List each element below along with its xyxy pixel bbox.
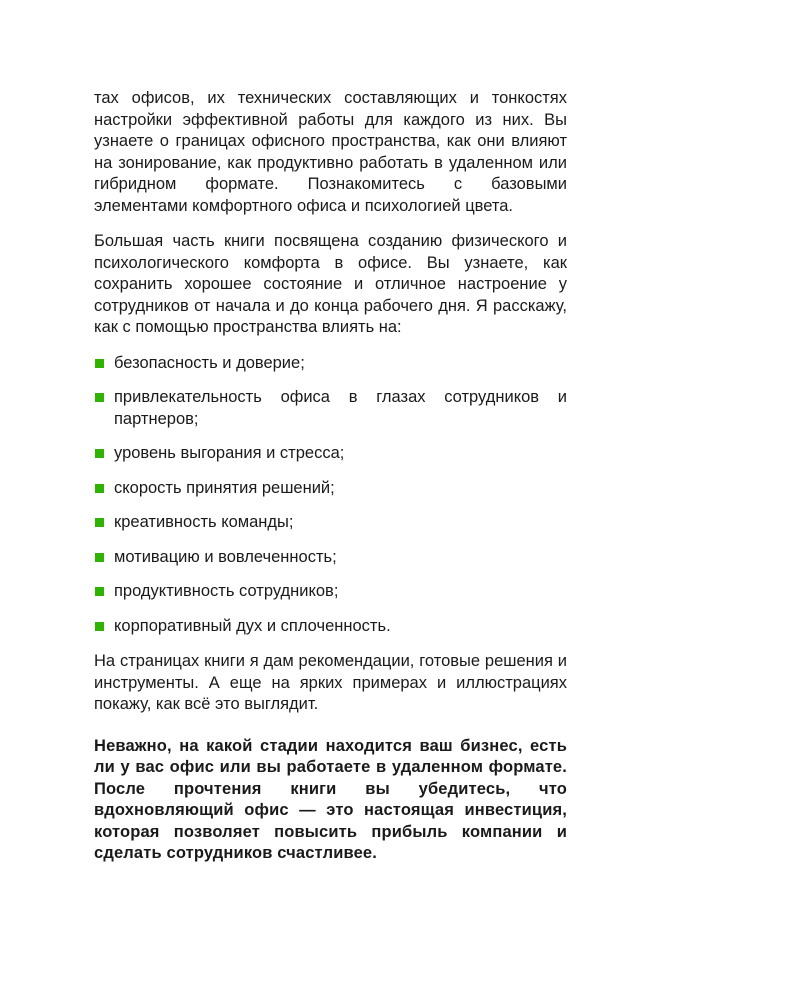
list-item-text: уровень выгорания и стресса; <box>114 444 345 462</box>
square-bullet-icon <box>95 449 104 458</box>
intro-paragraph: тах офисов, их технических составляющих и тонкостях настройки эффективной работы для каждого из них. Вы узнаете о границах офисного пространства, как они влияют на зонирование, как продуктивно работать в удаленном или гибридном формате. Познакомитесь с базовыми элементами комфортного офиса и психологией цвета. <box>94 89 567 215</box>
main-paragraph: Большая часть книги посвящена созданию физического и психологического комфорта в офисе. Вы узнаете, как сохранить хорошее состояние и отличное настроение у сотрудников от начала и до конца рабочего дня. Я расскажу, как с помощью пространства влиять на: <box>94 232 567 336</box>
square-bullet-icon <box>95 484 104 493</box>
list-item <box>94 353 567 375</box>
list-item <box>94 547 567 569</box>
list-item <box>94 616 567 638</box>
closing-paragraph: Неважно, на какой стадии находится ваш бизнес, есть ли у вас офис или вы работаете в удаленном формате. После прочтения книги вы убедитесь, что вдохновляющий офис — это настоящая инвестиция, которая позволяет повысить прибыль компании и сделать сотрудников счастливее. <box>94 736 567 862</box>
list-item <box>94 512 567 534</box>
square-bullet-icon <box>95 587 104 596</box>
list-item-text: привлекательность офиса в глазах сотрудников и партнеров; <box>114 388 567 428</box>
list-item-text: креативность команды; <box>114 513 294 531</box>
square-bullet-icon <box>95 359 104 368</box>
list-item <box>94 581 567 603</box>
book-page <box>94 88 567 865</box>
list-item-text: продуктивность сотрудников; <box>114 582 339 600</box>
list-item-text: корпоративный дух и сплоченность. <box>114 616 391 635</box>
list-item-text: мотивацию и вовлеченность; <box>114 547 337 566</box>
list-item-text: скорость принятия решений; <box>114 478 335 497</box>
benefits-list <box>94 353 567 638</box>
recommendations-paragraph: На страницах книги я дам рекомендации, готовые решения и инструменты. А еще на ярких примерах и иллюстрациях покажу, как всё это выглядит. <box>94 652 567 713</box>
list-item-text: безопасность и доверие; <box>114 353 305 372</box>
list-item <box>94 387 567 430</box>
list-item <box>94 478 567 500</box>
square-bullet-icon <box>95 393 104 402</box>
list-item <box>94 443 567 465</box>
square-bullet-icon <box>95 622 104 631</box>
square-bullet-icon <box>95 518 104 527</box>
square-bullet-icon <box>95 553 104 562</box>
